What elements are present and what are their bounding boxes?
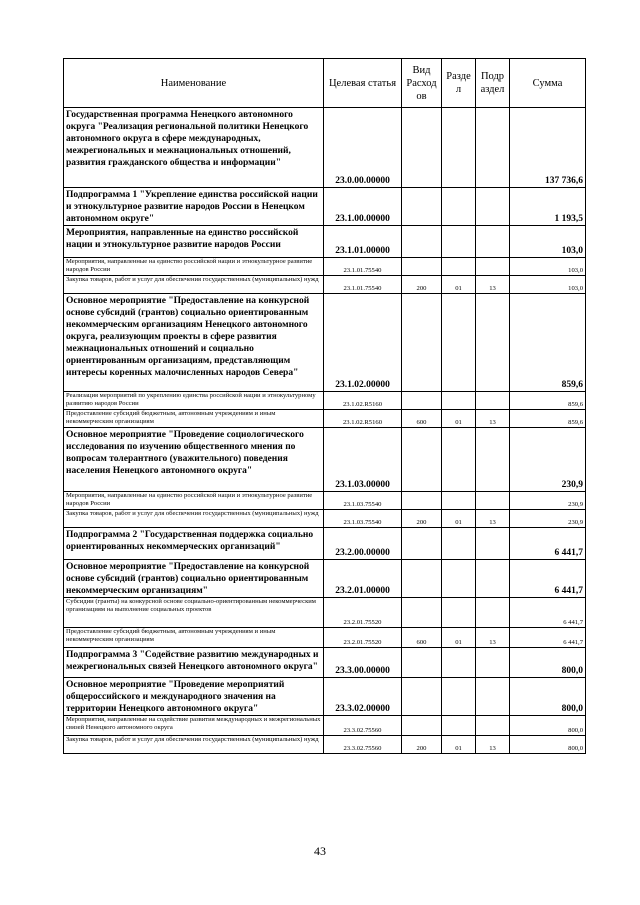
cell-name: Подпрограмма 1 "Укрепление единства российской нации и этнокультурное развитие народов России в Ненецком автономном округе" xyxy=(64,188,324,226)
cell-name: Субсидии (гранты) на конкурсной основе социально-ориентированным некоммерческим организациям на выполнение социальных проектов xyxy=(64,598,324,628)
cell-razd: 01 xyxy=(442,410,476,428)
header-vid: Вид Расход ов xyxy=(402,59,442,108)
cell-code: 23.2.00.00000 xyxy=(324,528,402,560)
cell-code: 23.0.00.00000 xyxy=(324,108,402,188)
cell-razd xyxy=(442,188,476,226)
cell-name: Подпрограмма 2 "Государственная поддержка социально ориентированных некоммерческих организаций" xyxy=(64,528,324,560)
cell-code: 23.1.03.75540 xyxy=(324,510,402,528)
cell-vid xyxy=(402,492,442,510)
cell-podr xyxy=(476,188,510,226)
cell-razd xyxy=(442,648,476,678)
cell-sum: 859,6 xyxy=(510,294,586,392)
cell-sum: 103,0 xyxy=(510,276,586,294)
cell-code: 23.1.01.75540 xyxy=(324,276,402,294)
cell-code: 23.1.02.00000 xyxy=(324,294,402,392)
cell-vid: 200 xyxy=(402,736,442,754)
cell-razd xyxy=(442,716,476,736)
cell-sum: 6 441,7 xyxy=(510,598,586,628)
cell-sum: 1 193,5 xyxy=(510,188,586,226)
cell-name: Закупка товаров, работ и услуг для обеспечения государственных (муниципальных) нужд xyxy=(64,510,324,528)
cell-razd: 01 xyxy=(442,510,476,528)
table-row xyxy=(64,716,586,736)
cell-code: 23.1.03.00000 xyxy=(324,428,402,492)
cell-code: 23.2.01.75520 xyxy=(324,628,402,648)
cell-podr xyxy=(476,226,510,258)
cell-name: Мероприятия, направленные на содействие развития международных и межрегиональных связей Ненецкого автономного округа xyxy=(64,716,324,736)
cell-code: 23.1.02.R5160 xyxy=(324,392,402,410)
cell-razd xyxy=(442,528,476,560)
table-row xyxy=(64,258,586,276)
table-row xyxy=(64,294,586,392)
cell-podr: 13 xyxy=(476,628,510,648)
cell-sum: 6 441,7 xyxy=(510,560,586,598)
table-row xyxy=(64,276,586,294)
cell-name: Предоставление субсидий бюджетным, автономным учреждениям и иным некоммерческим организациям xyxy=(64,628,324,648)
cell-code: 23.2.01.00000 xyxy=(324,560,402,598)
cell-podr xyxy=(476,678,510,716)
cell-podr xyxy=(476,648,510,678)
cell-name: Основное мероприятие "Предоставление на конкурсной основе субсидий (грантов) социально ориентированным некоммерческим организациям" xyxy=(64,560,324,598)
table-row xyxy=(64,410,586,428)
cell-podr xyxy=(476,294,510,392)
cell-name: Предоставление субсидий бюджетным, автономным учреждениям и иным некоммерческим организациям xyxy=(64,410,324,428)
cell-name: Реализация мероприятий по укреплению единства российской нации и этнокультурному развитию народов России xyxy=(64,392,324,410)
cell-sum: 859,6 xyxy=(510,392,586,410)
header-sum: Сумма xyxy=(510,59,586,108)
table-row xyxy=(64,528,586,560)
cell-code: 23.3.02.00000 xyxy=(324,678,402,716)
cell-sum: 103,0 xyxy=(510,226,586,258)
cell-sum: 230,9 xyxy=(510,492,586,510)
table-row xyxy=(64,428,586,492)
cell-vid xyxy=(402,226,442,258)
header-razd: Разде л xyxy=(442,59,476,108)
cell-vid xyxy=(402,392,442,410)
cell-code: 23.1.01.00000 xyxy=(324,226,402,258)
cell-razd xyxy=(442,108,476,188)
cell-sum: 800,0 xyxy=(510,648,586,678)
cell-name: Основное мероприятие "Проведение социологического исследования по изучению общественного мнения по вопросам толерантного (уважительного) поведения населения Ненецкого автономного округа" xyxy=(64,428,324,492)
table-row xyxy=(64,736,586,754)
cell-name: Мероприятия, направленные на единство российской нации и этнокультурное развитие народов России xyxy=(64,226,324,258)
cell-sum: 103,0 xyxy=(510,258,586,276)
cell-sum: 230,9 xyxy=(510,428,586,492)
cell-razd xyxy=(442,226,476,258)
cell-sum: 6 441,7 xyxy=(510,628,586,648)
cell-name: Основное мероприятие "Предоставление на конкурсной основе субсидий (грантов) социально ориентированным некоммерческим организациям Ненецкого автономного округа, реализующим проекты в сфере развития межнациональных отношений и социально ориентированным организациям, представляющим интересы коренных малочисленных народов Севера" xyxy=(64,294,324,392)
cell-podr: 13 xyxy=(476,510,510,528)
cell-vid xyxy=(402,428,442,492)
cell-vid xyxy=(402,648,442,678)
cell-code: 23.1.01.75540 xyxy=(324,258,402,276)
table-row xyxy=(64,392,586,410)
cell-vid xyxy=(402,528,442,560)
cell-podr xyxy=(476,528,510,560)
cell-razd xyxy=(442,678,476,716)
cell-razd xyxy=(442,492,476,510)
cell-vid xyxy=(402,108,442,188)
cell-razd xyxy=(442,560,476,598)
budget-table xyxy=(63,58,586,754)
header-code: Целевая статья xyxy=(324,59,402,108)
cell-name: Закупка товаров, работ и услуг для обеспечения государственных (муниципальных) нужд xyxy=(64,736,324,754)
cell-name: Закупка товаров, работ и услуг для обеспечения государственных (муниципальных) нужд xyxy=(64,276,324,294)
cell-vid xyxy=(402,258,442,276)
cell-code: 23.3.02.75560 xyxy=(324,716,402,736)
header-name: Наименование xyxy=(64,59,324,108)
cell-name: Мероприятия, направленные на единство российской нации и этнокультурное развитие народов России xyxy=(64,258,324,276)
cell-podr xyxy=(476,716,510,736)
table-row xyxy=(64,678,586,716)
cell-sum: 800,0 xyxy=(510,736,586,754)
cell-razd: 01 xyxy=(442,628,476,648)
table-row xyxy=(64,598,586,628)
cell-name: Подпрограмма 3 "Содействие развитию международных и межрегиональных связей Ненецкого автономного округа" xyxy=(64,648,324,678)
cell-sum: 800,0 xyxy=(510,678,586,716)
table-row xyxy=(64,188,586,226)
cell-vid xyxy=(402,560,442,598)
cell-code: 23.3.02.75560 xyxy=(324,736,402,754)
table-row xyxy=(64,648,586,678)
cell-razd xyxy=(442,294,476,392)
cell-sum: 859,6 xyxy=(510,410,586,428)
cell-vid: 600 xyxy=(402,410,442,428)
table-row xyxy=(64,560,586,598)
cell-vid xyxy=(402,294,442,392)
cell-vid: 200 xyxy=(402,510,442,528)
cell-podr: 13 xyxy=(476,276,510,294)
cell-sum: 800,0 xyxy=(510,716,586,736)
table-header-row xyxy=(64,59,586,108)
cell-razd: 01 xyxy=(442,276,476,294)
cell-podr xyxy=(476,492,510,510)
cell-podr xyxy=(476,108,510,188)
table-row xyxy=(64,226,586,258)
cell-podr xyxy=(476,258,510,276)
cell-razd xyxy=(442,392,476,410)
cell-vid xyxy=(402,188,442,226)
cell-razd xyxy=(442,258,476,276)
cell-name: Государственная программа Ненецкого автономного округа "Реализация региональной политики Ненецкого автономного округа в сфере международных, межрегиональных и межнациональных отношений, развития гражданского общества и информации" xyxy=(64,108,324,188)
table-row xyxy=(64,108,586,188)
cell-podr xyxy=(476,560,510,598)
cell-name: Основное мероприятие "Проведение мероприятий общероссийского и международного значения на территории Ненецкого автономного округа" xyxy=(64,678,324,716)
cell-code: 23.1.00.00000 xyxy=(324,188,402,226)
cell-code: 23.1.02.R5160 xyxy=(324,410,402,428)
cell-code: 23.2.01.75520 xyxy=(324,598,402,628)
table-row xyxy=(64,510,586,528)
cell-razd xyxy=(442,428,476,492)
table-row xyxy=(64,492,586,510)
cell-vid xyxy=(402,598,442,628)
cell-sum: 137 736,6 xyxy=(510,108,586,188)
cell-vid: 600 xyxy=(402,628,442,648)
cell-razd: 01 xyxy=(442,736,476,754)
cell-vid xyxy=(402,678,442,716)
cell-podr xyxy=(476,392,510,410)
header-podr: Подр аздел xyxy=(476,59,510,108)
cell-code: 23.1.03.75540 xyxy=(324,492,402,510)
cell-sum: 230,9 xyxy=(510,510,586,528)
cell-code: 23.3.00.00000 xyxy=(324,648,402,678)
cell-podr: 13 xyxy=(476,736,510,754)
cell-name: Мероприятия, направленные на единство российской нации и этнокультурное развитие народов России xyxy=(64,492,324,510)
page-number: 43 xyxy=(314,844,326,858)
cell-podr: 13 xyxy=(476,410,510,428)
cell-vid: 200 xyxy=(402,276,442,294)
cell-vid xyxy=(402,716,442,736)
cell-podr xyxy=(476,598,510,628)
cell-razd xyxy=(442,598,476,628)
cell-podr xyxy=(476,428,510,492)
table-body xyxy=(64,108,586,754)
table-row xyxy=(64,628,586,648)
cell-sum: 6 441,7 xyxy=(510,528,586,560)
